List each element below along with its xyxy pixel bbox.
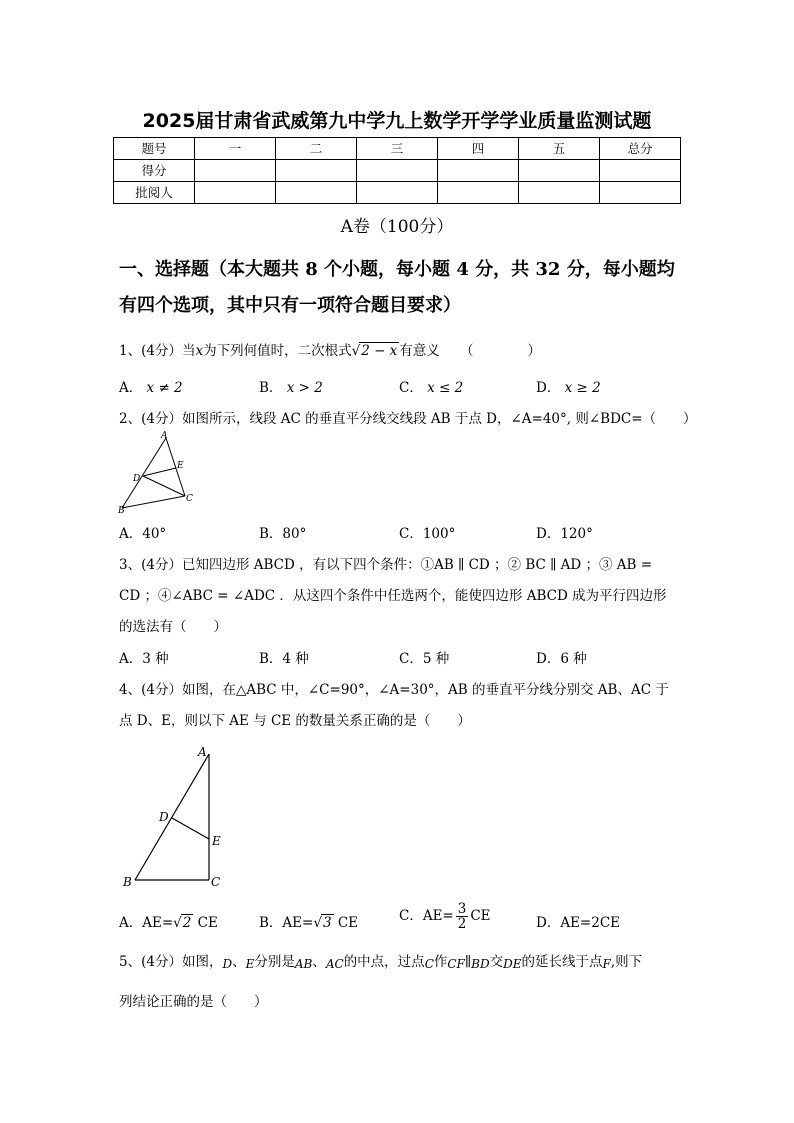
- exam-title: 2025届甘肃省武威第九中学九上数学开学学业质量监测试题: [142, 110, 652, 132]
- q2-option-b[interactable]: B．80°: [259, 526, 307, 542]
- q3-option-b[interactable]: B．4 种: [259, 651, 309, 667]
- radical: 2 − x: [361, 343, 398, 359]
- q2-figure: [112, 430, 202, 515]
- q1-option-d[interactable]: D． x ≥ 2: [536, 380, 601, 396]
- segment-de: [172, 818, 209, 839]
- q4-figure: [118, 742, 230, 892]
- grader-input-cell[interactable]: [600, 182, 681, 204]
- question-4-line1: 4、(4分）如图，在△ABC 中，∠C=90°，∠A=30°，AB 的垂直平分线分别交 AB、AC 于: [119, 682, 669, 698]
- section-a-heading: A卷（100分）: [340, 217, 454, 237]
- q2-option-c[interactable]: C．100°: [399, 526, 456, 542]
- label-d: D: [159, 810, 169, 824]
- score-input-cell[interactable]: [195, 160, 276, 182]
- segment-bc: [122, 496, 185, 508]
- segment-dc: [143, 476, 185, 496]
- part1-heading-line2: 有四个选项，其中只有一项符合题目要求）: [119, 295, 461, 316]
- part1-heading-line1: 一、选择题（本大题共 8 个小题，每小题 4 分，共 32 分，每小题均: [119, 259, 675, 280]
- fraction: $\frac{3}{2}$: [457, 901, 467, 932]
- segment-ab: [135, 754, 209, 880]
- question-5-line2: 列结论正确的是（ ）: [119, 994, 268, 1010]
- q4-option-a[interactable]: A．AE=√2 CE: [119, 915, 218, 931]
- q4-option-c[interactable]: C．AE= $\frac{3}{2}$ CE: [399, 901, 491, 932]
- question-2: 2、(4分）如图所示，线段 AC 的垂直平分线交线段 AB 于点 D，∠A=40°, 则∠BDC=（ ）: [119, 411, 697, 427]
- grader-input-cell[interactable]: [438, 182, 519, 204]
- grader-input-cell[interactable]: [519, 182, 600, 204]
- q1-option-a[interactable]: A． x ≠ 2: [119, 380, 183, 396]
- score-input-cell[interactable]: [600, 160, 681, 182]
- grader-input-cell[interactable]: [195, 182, 276, 204]
- label-e: E: [177, 461, 184, 471]
- table-cell: 四: [438, 138, 519, 160]
- grader-input-cell[interactable]: [357, 182, 438, 204]
- score-input-cell[interactable]: [357, 160, 438, 182]
- table-row: [114, 138, 681, 160]
- table-row: [114, 160, 681, 182]
- segment-ab: [122, 438, 166, 508]
- table-cell: 三: [357, 138, 438, 160]
- table-cell: 二: [276, 138, 357, 160]
- table-row: [114, 182, 681, 204]
- q3-option-c[interactable]: C．5 种: [399, 651, 450, 667]
- q3-option-a[interactable]: A．3 种: [119, 651, 169, 667]
- label-c: C: [211, 875, 221, 889]
- q4-option-d[interactable]: D．AE=2CE: [536, 915, 621, 931]
- segment-de: [143, 468, 176, 476]
- label-a: A: [198, 745, 207, 759]
- question-5-line1: 5、(4分）如图，D、E分别是AB、AC的中点，过点C作CF∥BD交DE的延长线于点F,则下: [119, 954, 643, 971]
- label-a: A: [161, 431, 168, 441]
- q2-option-a[interactable]: A．40°: [119, 526, 167, 542]
- question-4-line2: 点 D、E，则以下 AE 与 CE 的数量关系正确的是（ ）: [119, 713, 471, 729]
- grader-input-cell[interactable]: [276, 182, 357, 204]
- table-cell: 五: [519, 138, 600, 160]
- label-b: B: [123, 875, 132, 889]
- q2-option-d[interactable]: D．120°: [536, 526, 593, 542]
- q4-option-b[interactable]: B．AE=√3 CE: [259, 915, 359, 931]
- table-cell: 批阅人: [114, 182, 195, 204]
- question-1: 1、(4分）当x为下列何值时，二次根式√2 − x 有意义 （ ）: [119, 343, 542, 359]
- score-table: [113, 137, 681, 204]
- question-3-line2: CD ；④∠ABC = ∠ADC ．从这四个条件中任选两个，能使四边形 ABCD 成为平行四边形: [119, 588, 667, 604]
- label-b: B: [118, 506, 125, 515]
- q1-option-b[interactable]: B． x > 2: [259, 380, 323, 396]
- q3-option-d[interactable]: D．6 种: [536, 651, 587, 667]
- question-3-line1: 3、(4分）已知四边形 ABCD ，有以下四个条件：①AB ∥ CD ；② BC ∥ AD ；③ AB =: [119, 557, 653, 573]
- score-input-cell[interactable]: [519, 160, 600, 182]
- table-cell: 总分: [600, 138, 681, 160]
- label-e: E: [212, 834, 221, 848]
- label-c: C: [186, 494, 193, 504]
- table-cell: 得分: [114, 160, 195, 182]
- score-input-cell[interactable]: [276, 160, 357, 182]
- q1-option-c[interactable]: C． x ≤ 2: [399, 380, 464, 396]
- table-cell: 一: [195, 138, 276, 160]
- label-d: D: [133, 474, 141, 484]
- table-cell: 题号: [114, 138, 195, 160]
- question-3-line3: 的选法有（ ）: [119, 619, 227, 635]
- score-input-cell[interactable]: [438, 160, 519, 182]
